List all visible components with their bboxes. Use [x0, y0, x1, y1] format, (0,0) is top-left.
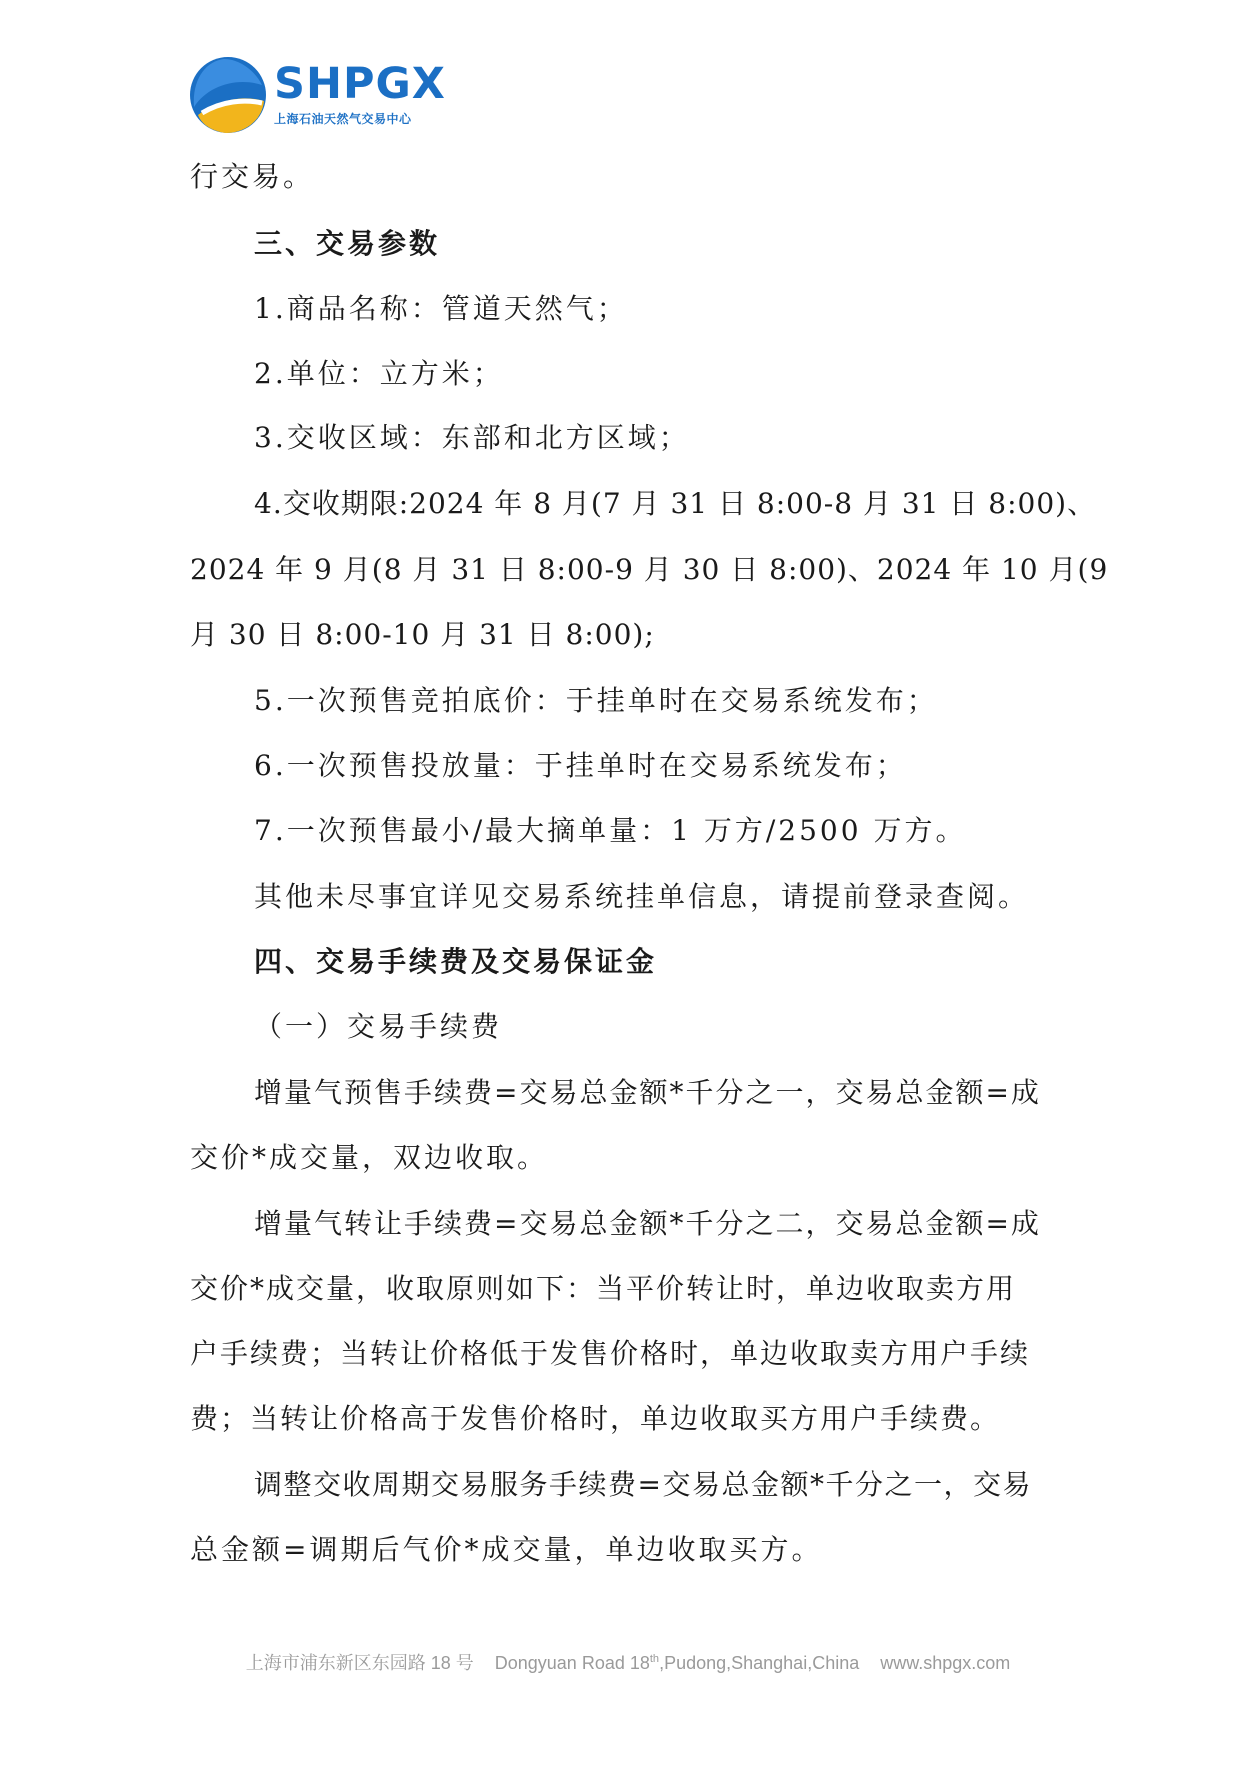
footer	[0, 1649, 1256, 1675]
shpgx-logo-icon	[188, 55, 268, 135]
logo-name: SHPGX	[274, 59, 446, 109]
footer-address-en-post: ,Pudong,Shanghai,China	[659, 1653, 860, 1673]
footer-address-en-sup: th	[649, 1653, 660, 1665]
logo-subtitle: 上海石油天然气交易中心	[274, 112, 412, 126]
text-line: 户手续费；当转让价格低于发售价格时，单边收取卖方用户手续	[190, 1337, 1031, 1370]
footer-address-cn: 上海市浦东新区东园路 18 号	[245, 1653, 474, 1673]
list-item: 3.交收区域：东部和北方区域；	[254, 421, 690, 454]
subsection-heading: （一）交易手续费	[254, 1010, 503, 1043]
text-line: 总金额=调期后气价*成交量，单边收取买方。	[190, 1533, 823, 1566]
text-line: 其他未尽事宜详见交易系统挂单信息，请提前登录查阅。	[254, 880, 1030, 913]
section-heading: 四、交易手续费及交易保证金	[254, 945, 658, 978]
list-item: 1.商品名称：管道天然气；	[254, 292, 628, 325]
text-line: 2024 年 9 月(8 月 31 日 8:00-9 月 30 日 8:00)、2024 年 10 月(9	[190, 553, 1109, 586]
header-logo	[188, 55, 446, 135]
list-item: 5.一次预售竞拍底价：于挂单时在交易系统发布；	[254, 684, 938, 717]
list-item: 7.一次预售最小/最大摘单量：1 万方/2500 万方。	[254, 814, 967, 847]
footer-address-en-pre: Dongyuan Road 18	[494, 1653, 650, 1673]
text-line: 增量气转让手续费=交易总金额*千分之二，交易总金额=成	[254, 1207, 1041, 1240]
list-item: 6.一次预售投放量：于挂单时在交易系统发布；	[254, 749, 907, 782]
footer-address-en	[495, 1653, 859, 1673]
text-line: 月 30 日 8:00-10 月 31 日 8:00);	[190, 618, 655, 651]
section-heading: 三、交易参数	[254, 227, 441, 260]
list-item: 4.交收期限:2024 年 8 月(7 月 31 日 8:00-8 月 31 日 8:00)、	[254, 487, 1097, 520]
text-line: 调整交收周期交易服务手续费=交易总金额*千分之一，交易	[254, 1468, 1032, 1501]
text-line: 交价*成交量，收取原则如下：当平价转让时，单边收取卖方用	[190, 1272, 1017, 1305]
footer-website[interactable]: www.shpgx.com	[880, 1653, 1011, 1673]
list-item: 2.单位：立方米；	[254, 357, 504, 390]
text-line: 费；当转让价格高于发售价格时，单边收取买方用户手续费。	[190, 1402, 1001, 1435]
text-line: 行交易。	[190, 160, 315, 193]
text-line: 交价*成交量，双边收取。	[190, 1141, 549, 1174]
text-line: 增量气预售手续费=交易总金额*千分之一，交易总金额=成	[254, 1076, 1041, 1109]
